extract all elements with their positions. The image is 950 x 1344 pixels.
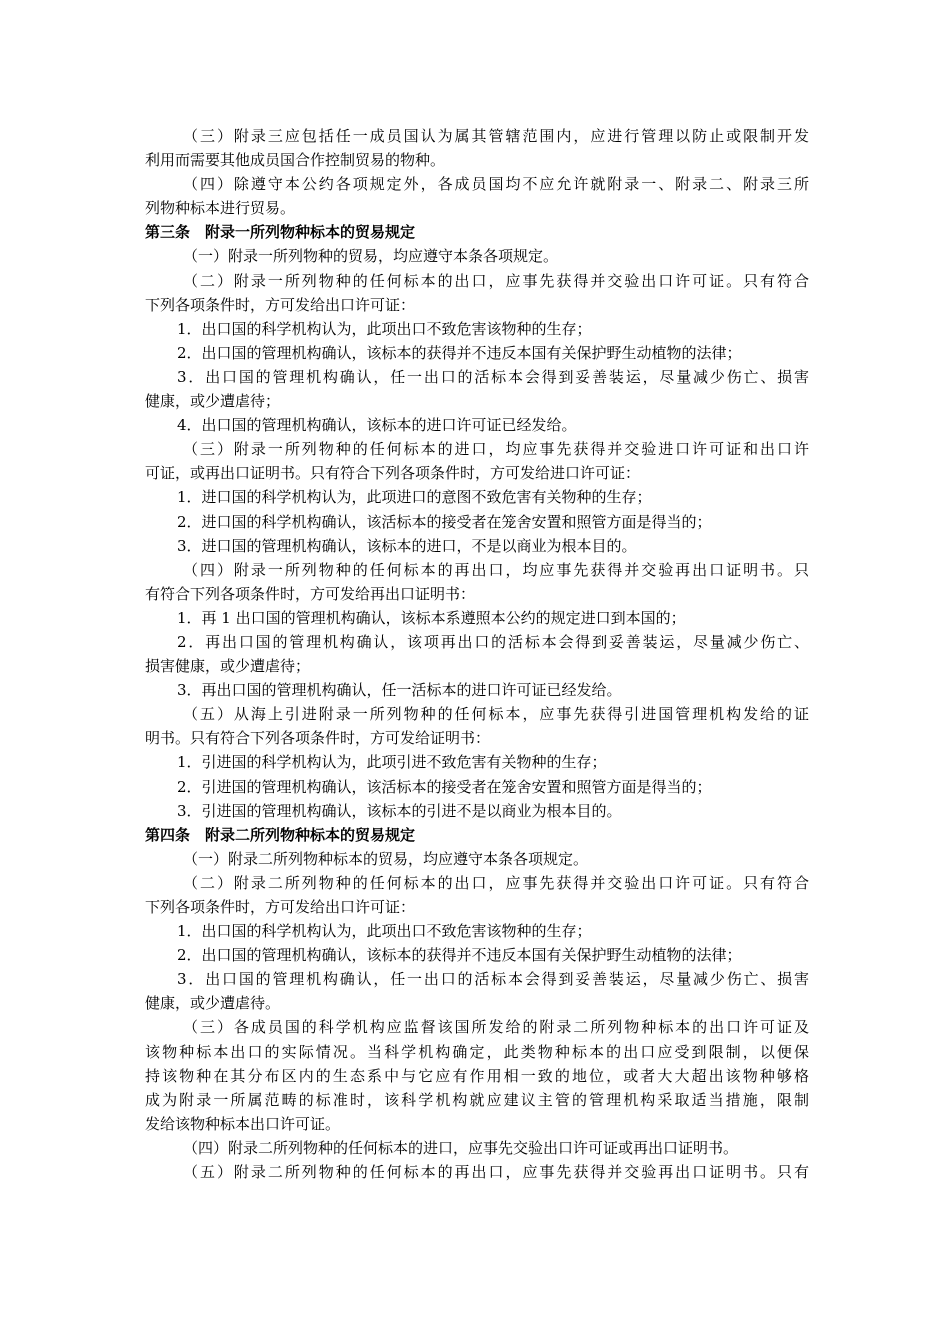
text-line: 列物种标本进行贸易。 bbox=[145, 199, 296, 218]
text-line: 1．进口国的科学机构认为，此项进口的意图不致危害有关物种的生存； bbox=[177, 488, 652, 507]
text-line: 明书。只有符合下列各项条件时，方可发给证明书： bbox=[145, 729, 491, 748]
text-line: （二）附录二所列物种的任何标本的出口，应事先获得并交验出口许可证。只有符合 bbox=[183, 873, 809, 892]
text-line: 2．进口国的科学机构确认，该活标本的接受者在笼舍安置和照管方面是得当的； bbox=[177, 512, 712, 531]
text-line: 2．再出口国的管理机构确认，该项再出口的活标本会得到妥善装运，尽量减少伤亡、 bbox=[177, 632, 809, 651]
text-line: 2．引进国的管理机构确认，该活标本的接受者在笼舍安置和照管方面是得当的； bbox=[177, 777, 712, 796]
text-line: 2．出口国的管理机构确认，该标本的获得并不违反本国有关保护野生动植物的法律； bbox=[177, 946, 742, 965]
text-line: 成为附录一所属范畴的标准时，该科学机构就应建议主管的管理机构采取适当措施，限制 bbox=[145, 1090, 809, 1109]
text-line: 1．出口国的科学机构认为，此项出口不致危害该物种的生存； bbox=[177, 319, 592, 338]
text-line: （一）附录一所列物种的贸易，均应遵守本条各项规定。 bbox=[183, 247, 559, 266]
text-line: 下列各项条件时，方可发给出口许可证： bbox=[145, 295, 416, 314]
text-line: 1．再 1 出口国的管理机构确认，该标本系遵照本公约的规定进口到本国的； bbox=[177, 608, 686, 627]
text-line: 1．出口国的科学机构认为，此项出口不致危害该物种的生存； bbox=[177, 922, 592, 941]
text-line: 3．引进国的管理机构确认，该标本的引进不是以商业为根本目的。 bbox=[177, 801, 622, 820]
text-line: 健康，或少遭虐待。 bbox=[145, 994, 281, 1013]
text-line: 可证，或再出口证明书。只有符合下列各项条件时，方可发给进口许可证： bbox=[145, 464, 641, 483]
text-line: （三）各成员国的科学机构应监督该国所发给的附录二所列物种标本的出口许可证及 bbox=[183, 1018, 809, 1037]
text-line: （四）除遵守本公约各项规定外，各成员国均不应允许就附录一、附录二、附录三所 bbox=[183, 175, 809, 194]
document-body bbox=[145, 124, 809, 1184]
text-line: 2．出口国的管理机构确认，该标本的获得并不违反本国有关保护野生动植物的法律； bbox=[177, 343, 742, 362]
text-line: （三）附录三应包括任一成员国认为属其管辖范围内，应进行管理以防止或限制开发 bbox=[183, 127, 809, 145]
text-line: （二）附录一所列物种的任何标本的出口，应事先获得并交验出口许可证。只有符合 bbox=[183, 271, 809, 290]
text-line: （五）附录二所列物种的任何标本的再出口，应事先获得并交验再出口证明书。只有 bbox=[183, 1163, 809, 1182]
text-line: 4．出口国的管理机构确认，该标本的进口许可证已经发给。 bbox=[177, 416, 577, 435]
text-line: 利用而需要其他成员国合作控制贸易的物种。 bbox=[145, 151, 446, 170]
text-line: 3．进口国的管理机构确认，该标本的进口，不是以商业为根本目的。 bbox=[177, 536, 637, 555]
text-line: 损害健康，或少遭虐待； bbox=[145, 657, 311, 676]
text-line: 健康，或少遭虐待； bbox=[145, 392, 281, 411]
section-heading: 第四条 附录二所列物种标本的贸易规定 bbox=[145, 825, 416, 844]
text-line: 3．出口国的管理机构确认，任一出口的活标本会得到妥善装运，尽量减少伤亡、损害 bbox=[177, 970, 809, 989]
text-line: 1．引进国的科学机构认为，此项引进不致危害有关物种的生存； bbox=[177, 753, 607, 772]
text-line: （三）附录一所列物种的任何标本的进口，均应事先获得并交验进口许可证和出口许 bbox=[183, 440, 809, 459]
text-line: 有符合下列各项条件时，方可发给再出口证明书： bbox=[145, 584, 476, 603]
text-line: （一）附录二所列物种标本的贸易，均应遵守本条各项规定。 bbox=[183, 849, 589, 868]
text-line: 该物种标本出口的实际情况。当科学机构确定，此类物种标本的出口应受到限制，以便保 bbox=[145, 1042, 809, 1061]
text-line: 3．出口国的管理机构确认，任一出口的活标本会得到妥善装运，尽量减少伤亡、损害 bbox=[177, 367, 809, 386]
text-line: 下列各项条件时，方可发给出口许可证： bbox=[145, 898, 416, 916]
text-line: 持该物种在其分布区内的生态系中与它应有作用相一致的地位，或者大大超出该物种够格 bbox=[145, 1066, 809, 1085]
text-line: （四）附录一所列物种的任何标本的再出口，均应事先获得并交验再出口证明书。只 bbox=[183, 560, 809, 579]
text-line: 发给该物种标本出口许可证。 bbox=[145, 1114, 341, 1133]
text-line: （四）附录二所列物种的任何标本的进口，应事先交验出口许可证或再出口证明书。 bbox=[183, 1138, 739, 1157]
text-line: 3．再出口国的管理机构确认，任一活标本的进口许可证已经发给。 bbox=[177, 681, 622, 700]
text-line: （五）从海上引进附录一所列物种的任何标本，应事先获得引进国管理机构发给的证 bbox=[183, 705, 809, 724]
section-heading: 第三条 附录一所列物种标本的贸易规定 bbox=[145, 223, 416, 242]
